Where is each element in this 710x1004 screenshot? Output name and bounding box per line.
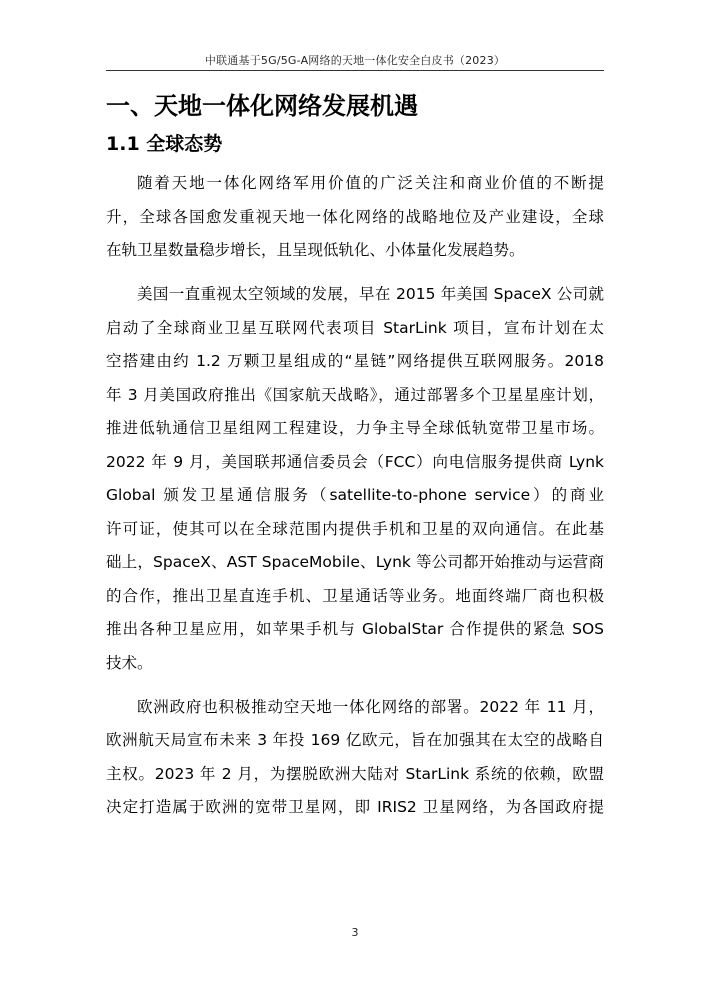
text-line: Global 颁发卫星通信服务（satellite-to-phone service）的商业 (106, 486, 604, 504)
body-text (106, 167, 604, 835)
text-line: 2022 年 9 月，美国联邦通信委员会（FCC）向电信服务提供商 Lynk (106, 452, 604, 471)
text-line: 技术。 (106, 653, 153, 672)
text-line: 础上，SpaceX、AST SpaceMobile、Lynk 等公司都开始推动与运营商 (106, 553, 604, 571)
text-line: 年 3 月美国政府推出《国家航天战略》，通过部署多个卫星星座计划， (106, 385, 604, 404)
text-line: 启动了全球商业卫星互联网代表项目 StarLink 项目，宣布计划在太 (106, 318, 604, 337)
page-number: 3 (351, 926, 359, 939)
text-line: 欧洲航天局宣布未来 3 年投 169 亿欧元，旨在加强其在太空的战略自 (106, 731, 604, 749)
text-line: 许可证，使其可以在全球范围内提供手机和卫星的双向通信。在此基 (106, 519, 604, 538)
text-line: 在轨卫星数量稳步增长，且呈现低轨化、小体量化发展趋势。 (106, 241, 525, 259)
paragraph-global-trend (106, 167, 604, 268)
text-line: 主权。2023 年 2 月，为摆脱欧洲大陆对 StarLink 系统的依赖，欧盟 (106, 764, 604, 783)
text-line: 随着天地一体化网络军用价值的广泛关注和商业价值的不断提 (137, 174, 604, 192)
section-title: 1.1 全球态势 (106, 133, 223, 155)
text-line: 推出各种卫星应用，如苹果手机与 GlobalStar 合作提供的紧急 SOS (106, 620, 604, 638)
text-line: 的合作，推出卫星直连手机、卫星通话等业务。地面终端厂商也积极 (106, 586, 604, 605)
paragraph-europe (106, 691, 604, 825)
text-line: 决定打造属于欧洲的宽带卫星网，即 IRIS2 卫星网络，为各国政府提 (106, 798, 604, 816)
running-header: 中联通基于5G/5G-A网络的天地一体化安全白皮书（2023） (204, 54, 506, 67)
chapter-title: 一、天地一体化网络发展机遇 (106, 92, 418, 120)
text-line: 推进低轨通信卫星组网工程建设，力争主导全球低轨宽带卫星市场。 (106, 419, 604, 437)
text-line: 欧洲政府也积极推动空天地一体化网络的部署。2022 年 11 月， (137, 697, 604, 716)
text-line: 美国一直重视太空领域的发展，早在 2015 年美国 SpaceX 公司就 (137, 285, 604, 303)
paragraph-united-states (106, 278, 604, 680)
text-line: 升，全球各国愈发重视天地一体化网络的战略地位及产业建设，全球 (106, 207, 604, 226)
text-line: 空搭建由约 1.2 万颗卫星组成的“星链”网络提供互联网服务。2018 (106, 352, 604, 370)
header-rule (106, 70, 604, 71)
